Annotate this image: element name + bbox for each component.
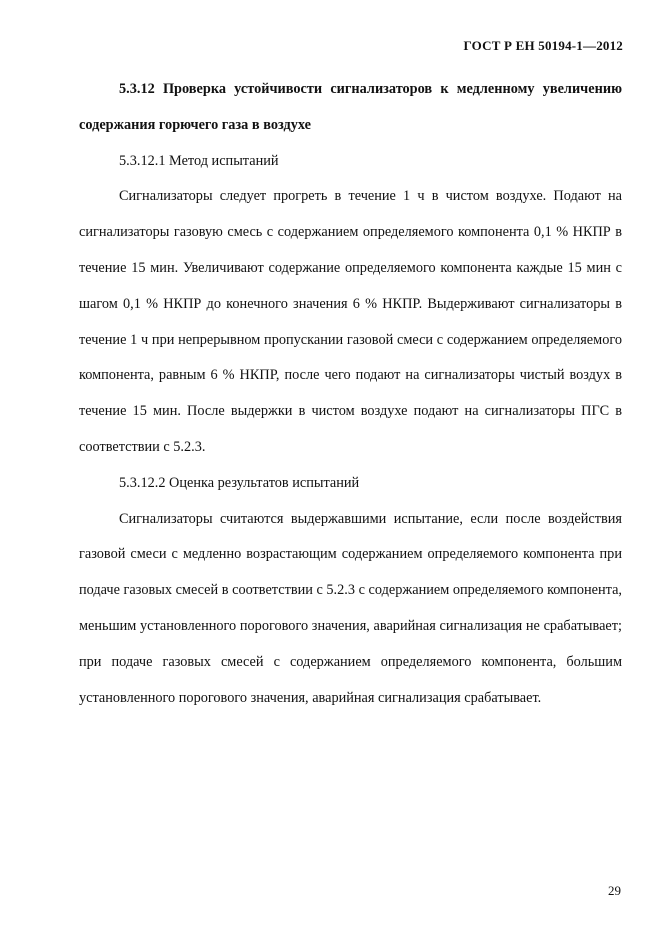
evaluation-paragraph: Сигнализаторы считаются выдержавшими испытание, если после воздействия газовой смеси с медленно возрастающим содержанием определяемого компонента при подаче газовых смесей в соответствии с 5.2.3 с содержанием определяемого компонента, меньшим установленного порогового значения, аварийная сигнализация не срабатывает; при подаче газовых смесей с содержанием определяемого компонента, большим установленного порогового значения, аварийная сигнализация срабатывает. bbox=[79, 510, 622, 706]
standard-header: ГОСТ Р ЕН 50194-1—2012 bbox=[463, 38, 623, 53]
page-number: 29 bbox=[608, 883, 621, 898]
page-content bbox=[79, 72, 622, 716]
subsection-title-method: 5.3.12.1 Метод испытаний bbox=[119, 152, 279, 169]
subsection-title-evaluation: 5.3.12.2 Оценка результатов испытаний bbox=[119, 474, 360, 491]
method-paragraph: Сигнализаторы следует прогреть в течение 1 ч в чистом воздухе. Подают на сигнализаторы газовую смесь с содержанием определяемого компонента 0,1 % НКПР в течение 15 мин. Увеличивают содержание определяемого компонента каждые 15 мин с шагом 0,1 % НКПР до конечного значения 6 % НКПР. Выдерживают сигнализаторы в течение 1 ч при непрерывном пропускании газовой смеси с содержанием определяемого компонента, равным 6 % НКПР, после чего подают на сигнализаторы чистый воздух в течение 15 мин. После выдержки в чистом воздухе подают на сигнализаторы ПГС в соответствии с 5.2.3. bbox=[79, 188, 622, 455]
section-heading: 5.3.12 Проверка устойчивости сигнализаторов к медленному увеличению содержания горючего газа в воздухе bbox=[79, 81, 622, 133]
